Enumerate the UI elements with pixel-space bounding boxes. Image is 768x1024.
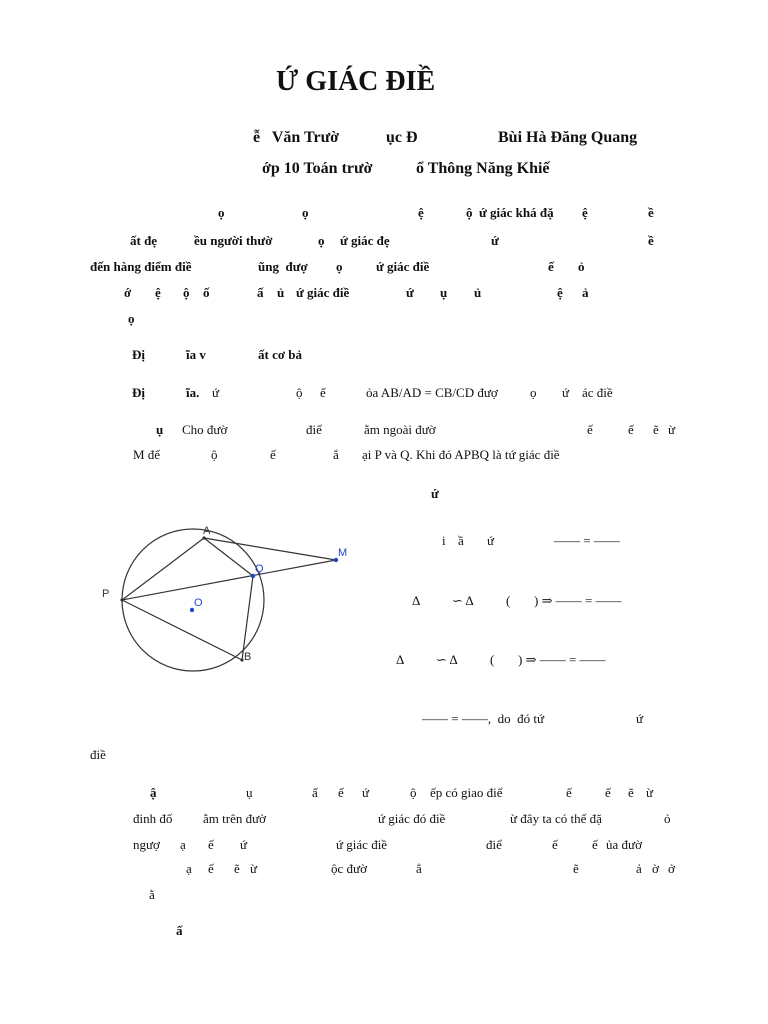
text-fragment: ứ giác điề	[336, 837, 388, 852]
circle	[122, 529, 264, 671]
proof-label: ứ	[431, 486, 439, 501]
text-fragment: ố	[203, 285, 210, 300]
text-fragment: ằm trên đườ	[203, 811, 267, 826]
text-fragment: ộ ứ giác khá đặ	[466, 205, 554, 220]
text-fragment: ừ	[250, 861, 258, 876]
text-fragment: ọ	[336, 259, 343, 274]
text-fragment: ngượ	[133, 837, 160, 852]
text-fragment: ẽ	[234, 861, 240, 876]
text-fragment: ừ đây ta có thể đặ	[510, 811, 602, 826]
text-fragment: ế	[628, 422, 634, 437]
text-fragment: ế	[566, 785, 572, 800]
text-fragment: Δ	[412, 593, 421, 608]
text-fragment: ế	[208, 861, 214, 876]
text-fragment: ậ	[150, 785, 157, 800]
text-fragment: ∽ Δ	[452, 593, 474, 608]
label-b: B	[244, 651, 252, 663]
text-fragment: ỏ	[664, 811, 671, 826]
text-fragment: ề	[648, 233, 654, 248]
text-fragment: ọ	[128, 311, 135, 326]
text-fragment: ứ	[491, 233, 499, 248]
text-fragment: ớ	[124, 285, 132, 300]
text-fragment: ộc đườ	[331, 861, 367, 876]
text-fragment: ất đẹ	[130, 233, 158, 248]
text-fragment: ĩa.	[186, 385, 200, 400]
author-name: ễ Văn Trườ	[253, 129, 340, 146]
text-fragment: ế	[208, 837, 214, 852]
text-fragment: ụ	[246, 785, 253, 800]
page-title: Ứ GIÁC ĐIỀ	[276, 66, 436, 97]
text-fragment: điể	[486, 837, 502, 852]
text-fragment: ở	[668, 861, 675, 876]
text-fragment: Δ	[396, 652, 405, 667]
text-fragment: (	[506, 593, 511, 608]
author-school: ổ Thông Năng Khiế	[416, 160, 550, 177]
label-m: M	[338, 547, 348, 559]
equation: ) ⇒ —— = ——	[534, 593, 622, 608]
text-fragment: ứ giác đó điề	[378, 811, 446, 826]
text-fragment: ằm ngoài đườ	[364, 422, 436, 437]
text-fragment: ừ	[646, 785, 654, 800]
label-a: A	[203, 525, 211, 537]
text-fragment: ạ	[186, 861, 192, 876]
author-role: ục Đ	[386, 129, 418, 146]
label-p: P	[102, 588, 110, 600]
text-fragment: ế	[605, 785, 611, 800]
text-fragment: ứ giác điề	[376, 259, 430, 274]
text-fragment: ộ	[183, 285, 190, 300]
text-fragment: ờ	[652, 861, 659, 876]
text-fragment: ằ	[149, 887, 155, 902]
text-fragment: ủa đườ	[606, 837, 642, 852]
text-fragment: ọ	[218, 205, 225, 220]
section-heading-2: ấ	[176, 923, 183, 938]
text-fragment: ả	[636, 861, 642, 876]
equation: —— = ——, do đó tứ	[422, 711, 544, 726]
text-fragment: ẽ	[573, 861, 579, 876]
text-fragment: ỏa AB/AD = CB/CD đượ	[366, 385, 498, 400]
text-fragment: ứ	[362, 785, 370, 800]
text-fragment: ộ	[296, 385, 303, 400]
text-fragment: i	[442, 533, 446, 548]
text-fragment: ọ	[318, 233, 325, 248]
text-fragment: ế	[338, 785, 344, 800]
text-fragment: M đế	[133, 447, 161, 462]
text-fragment: ứ	[406, 285, 414, 300]
text-fragment: ọ	[302, 205, 309, 220]
text-fragment: đến hàng điểm điề	[90, 259, 192, 274]
text-fragment: điề	[90, 747, 106, 762]
text-fragment: ệ	[582, 205, 588, 220]
text-fragment: ứ giác điề	[296, 285, 350, 300]
text-fragment: ế	[587, 422, 593, 437]
text-fragment: ứ	[240, 837, 248, 852]
text-fragment: ếp có giao điể	[430, 785, 503, 800]
author-name-2: Bùi Hà Đăng Quang	[498, 129, 638, 146]
text-fragment: ấ	[257, 285, 264, 300]
text-fragment: ề	[648, 205, 654, 220]
text-fragment: ẽ	[653, 422, 659, 437]
text-fragment: ủ	[474, 285, 482, 300]
text-fragment: ∽ Δ	[436, 652, 458, 667]
text-fragment: ĩa v	[186, 347, 206, 362]
text-fragment: ứ	[562, 385, 570, 400]
text-fragment: ều người thườ	[194, 233, 273, 248]
label-o: O	[194, 597, 203, 609]
geometry-figure	[96, 520, 366, 680]
text-fragment: ọ	[530, 385, 537, 400]
text-fragment: ất cơ bả	[258, 347, 303, 362]
text-fragment: ứ	[487, 533, 495, 548]
text-fragment: ác điề	[582, 385, 613, 400]
text-fragment: ứ	[212, 385, 220, 400]
text-fragment: ụ	[156, 422, 164, 437]
text-fragment: Cho đườ	[182, 422, 228, 437]
text-fragment: ế	[320, 385, 326, 400]
text-fragment: ả	[582, 285, 589, 300]
text-fragment: ũng đượ	[258, 259, 308, 274]
text-fragment: ứ giác đẹ	[340, 233, 390, 248]
author-class: ớp 10 Toán trườ	[262, 160, 373, 177]
equation: —— = ——	[554, 533, 620, 548]
text-fragment: ế	[270, 447, 276, 462]
text-fragment: ắ	[333, 447, 339, 462]
text-fragment: Đị	[132, 347, 145, 362]
text-fragment: ại P và Q. Khi đó APBQ là tứ giác điề	[362, 447, 560, 462]
text-fragment: ạ	[180, 837, 186, 852]
text-fragment: ệ	[155, 285, 161, 300]
text-fragment: ế	[548, 259, 554, 274]
text-fragment: ẽ	[628, 785, 634, 800]
text-fragment: ụ	[440, 285, 448, 300]
text-fragment: ế	[592, 837, 598, 852]
equation: ) ⇒ —— = ——	[518, 652, 606, 667]
text-fragment: ứ	[636, 711, 644, 726]
text-fragment: ẳ	[416, 861, 422, 876]
text-fragment: ộ	[410, 785, 417, 800]
text-fragment: điể	[306, 422, 322, 437]
text-fragment: ầ	[458, 533, 464, 548]
text-fragment: đinh đố	[133, 811, 173, 826]
text-fragment: ệ	[418, 205, 424, 220]
text-fragment: ỏ	[578, 259, 585, 274]
point-p	[120, 598, 123, 601]
text-fragment: ủ	[277, 285, 285, 300]
text-fragment: ấ	[312, 785, 318, 800]
label-q: Q	[255, 563, 264, 575]
text-fragment: Đị	[132, 385, 145, 400]
text-fragment: ế	[552, 837, 558, 852]
segments	[122, 538, 336, 660]
text-fragment: (	[490, 652, 495, 667]
text-fragment: ộ	[211, 447, 218, 462]
text-fragment: ệ	[557, 285, 563, 300]
text-fragment: ừ	[668, 422, 676, 437]
